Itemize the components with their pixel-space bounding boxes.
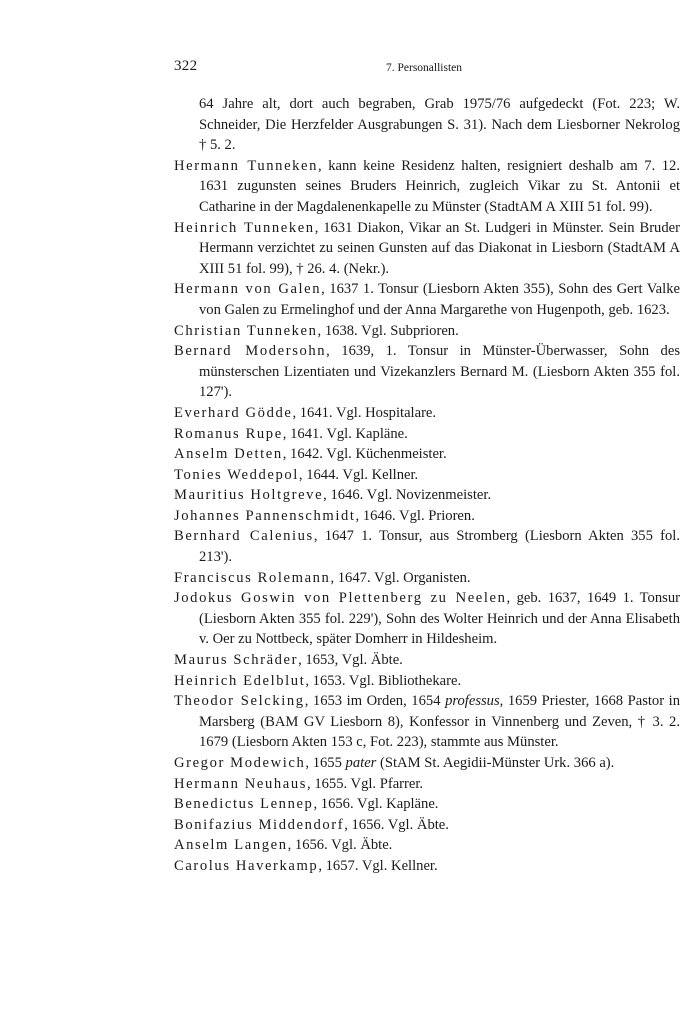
list-item: Mauritius Holtgreve, 1646. Vgl. Novizenmeister. <box>174 487 492 504</box>
list-item: Romanus Rupe, 1641. Vgl. Kapläne. <box>174 425 408 442</box>
person-name: Anselm Langen <box>174 837 288 854</box>
person-name: Anselm Detten <box>174 446 283 463</box>
person-name: Bonifazius Middendorf <box>174 816 345 833</box>
list-item: Hermann Tunneken, kann keine Residenz halten, resigniert deshalb am 7. 12. 1631 zugunsten seines Bruders Heinrich, zugleich Vikar zu St. Antonii et Catharine in der Magdalenenkapelle zu Münster (StadtAM A XIII 51 fol. 99). <box>174 157 680 215</box>
list-item: Bernhard Calenius, 1647 1. Tonsur, aus Stromberg (Liesborn Akten 355 fol. 213'). <box>174 528 681 566</box>
italic-term: professus <box>445 693 500 710</box>
list-item: Heinrich Edelblut, 1653. Vgl. Bibliothekare. <box>174 672 462 689</box>
italic-term: pater <box>345 755 377 771</box>
list-item: Franciscus Rolemann, 1647. Vgl. Organisten. <box>174 569 471 586</box>
list-item: Everhard Gödde, 1641. Vgl. Hospitalare. <box>174 404 437 421</box>
person-name: Gregor Modewich <box>174 755 306 771</box>
list-item: Anselm Langen, 1656. Vgl. Äbte. <box>174 837 393 854</box>
person-name: Bernard Modersohn <box>174 343 327 360</box>
person-name: Hermann von Galen <box>174 281 322 298</box>
person-name: Tonies Weddepol <box>174 466 299 483</box>
list-item: Christian Tunneken, 1638. Vgl. Subprioren. <box>174 322 459 339</box>
list-item: Hermann Neuhaus, 1655. Vgl. Pfarrer. <box>174 775 424 792</box>
list-item: Carolus Haverkamp, 1657. Vgl. Kellner. <box>174 857 438 874</box>
running-head: 7. Personallisten <box>385 62 463 74</box>
person-name: Bernhard Calenius <box>174 528 314 545</box>
page-number: 322 <box>174 58 198 74</box>
list-item: Maurus Schräder, 1653, Vgl. Äbte. <box>174 652 403 669</box>
list-item: Tonies Weddepol, 1644. Vgl. Kellner. <box>174 466 419 483</box>
person-name: Christian Tunneken <box>174 322 318 339</box>
person-name: Romanus Rupe <box>174 425 283 442</box>
person-name: Hermann Neuhaus <box>174 775 308 792</box>
list-item: Anselm Detten, 1642. Vgl. Küchenmeister. <box>174 446 447 463</box>
person-name: Hermann Tunneken <box>174 157 319 174</box>
person-name: Johannes Pannenschmidt <box>174 507 356 524</box>
list-item: Theodor Selcking, 1653 im Orden, 1654 professus, 1659 Priester, 1668 Pastor in Marsberg (BAM GV Liesborn 8), Konfessor in Vinnenberg und Zeven, † 3. 2. 1679 (Liesborn Akten 153 c, Fot. 223), stammte aus Münster. <box>174 693 680 751</box>
list-item: 64 Jahre alt, dort auch begraben, Grab 1975/76 aufgedeckt (Fot. 223; W. Schneider, Die Herzfelder Ausgrabungen S. 31). Nach dem Liesborner Nekrolog † 5. 2. <box>199 96 680 154</box>
list-item: Gregor Modewich, 1655 pater (StAM St. Aegidii-Münster Urk. 366 a). <box>174 755 615 771</box>
person-name: Heinrich Tunneken <box>174 219 315 236</box>
list-item: Heinrich Tunneken, 1631 Diakon, Vikar an St. Ludgeri in Münster. Sein Bruder Hermann verzichtet zu seinen Gunsten auf das Diakonat in Liesborn (StadtAM A XIII 51 fol. 99), † 26. 4. (Nekr.). <box>174 219 680 277</box>
list-item: Benedictus Lennep, 1656. Vgl. Kapläne. <box>174 796 439 813</box>
person-name: Maurus Schräder <box>174 652 299 669</box>
person-name: Mauritius Holtgreve <box>174 487 324 504</box>
entry-list <box>174 94 680 877</box>
list-item: Jodokus Goswin von Plettenberg zu Neelen, geb. 1637, 1649 1. Tonsur (Liesborn Akten 355 fol. 229'), Sohn des Wolter Heinrich und der Anna Elisabeth v. Oer zu Nottbeck, später Domherr in Hildesheim. <box>174 590 680 648</box>
list-item: Bonifazius Middendorf, 1656. Vgl. Äbte. <box>174 816 449 833</box>
list-item: Hermann von Galen, 1637 1. Tonsur (Liesborn Akten 355), Sohn des Gert Valke von Galen zu Ermelinghof und der Anna Margarethe von Hugenpoth, geb. 1623. <box>174 281 680 318</box>
list-item: Johannes Pannenschmidt, 1646. Vgl. Prioren. <box>174 507 475 524</box>
list-item: Bernard Modersohn, 1639, 1. Tonsur in Münster-Überwasser, Sohn des münsterschen Lizentiaten und Vizekanzlers Bernard M. (Liesborn Akten 355 fol. 127'). <box>174 343 681 401</box>
person-name: Heinrich Edelblut <box>174 672 306 689</box>
person-name: Theodor Selcking <box>174 693 305 710</box>
person-name: Carolus Haverkamp <box>174 857 319 874</box>
person-name: Benedictus Lennep <box>174 796 314 813</box>
person-name: Franciscus Rolemann <box>174 569 331 586</box>
person-name: Everhard Gödde <box>174 404 293 421</box>
person-name: Jodokus Goswin von Plettenberg zu Neelen <box>174 590 507 607</box>
